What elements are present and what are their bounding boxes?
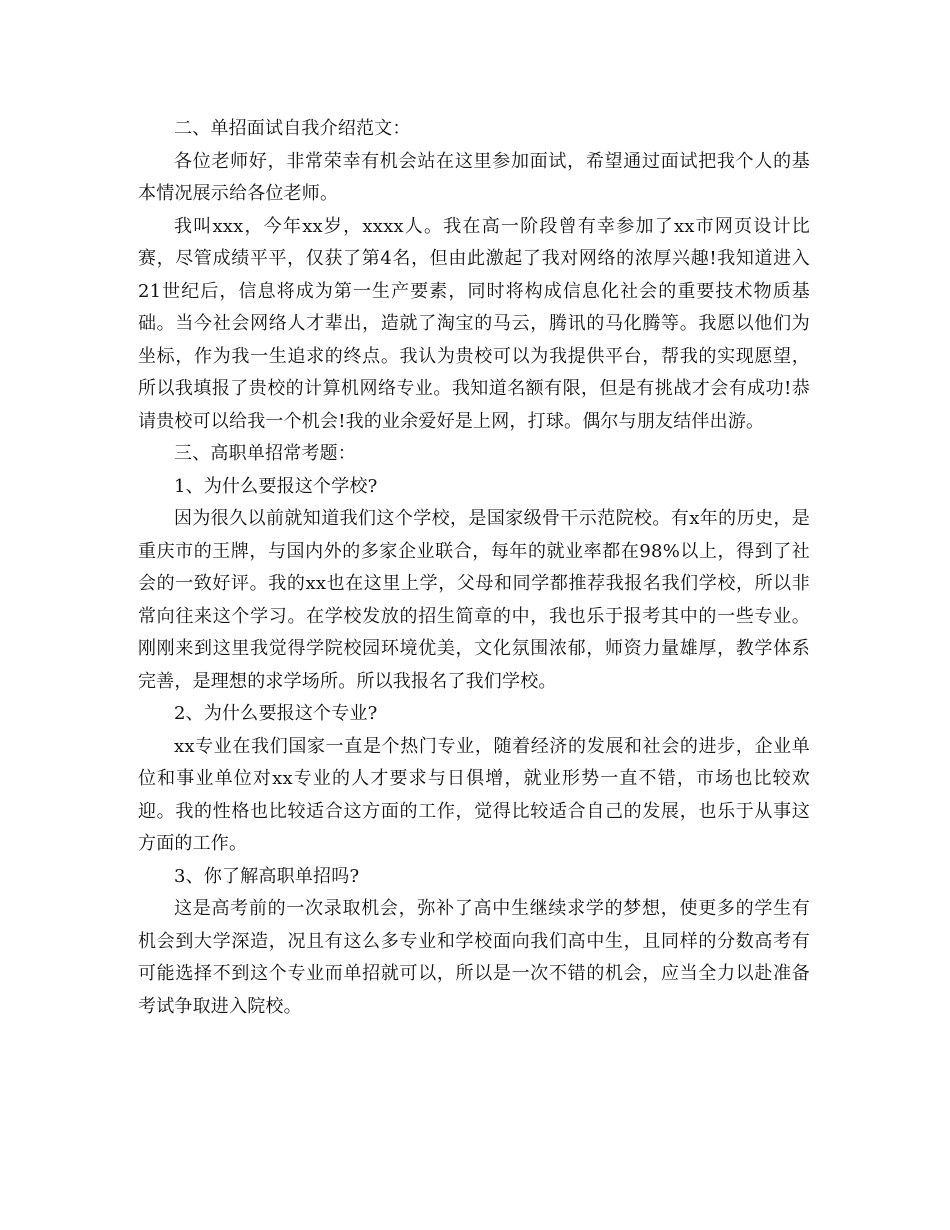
paragraph-greeting: 各位老师好，非常荣幸有机会站在这里参加面试，希望通过面试把我个人的基本情况展示给各位老师。 xyxy=(138,150,810,204)
paragraph-answer-major: xx专业在我们国家一直是个热门专业，随着经济的发展和社会的进步，企业单位和事业单位对xx专业的人才要求与日俱增，就业形势一直不错，市场也比较欢迎。我的性格也比较适合这方面的工作，觉得比较适合自己的发展，也乐于从事这方面的工作。 xyxy=(138,735,810,854)
section-heading-self-intro: 二、单招面试自我介绍范文： xyxy=(174,118,411,139)
question-heading-school: 1、为什么要报这个学校? xyxy=(174,475,378,497)
paragraph-self-intro: 我叫xxx，今年xx岁，xxxx人。我在高一阶段曾有幸参加了xx市网页设计比赛，尽管成绩平平，仅获了第4名，但由此激起了我对网络的浓厚兴趣!我知道进入21世纪后，信息将成为第一生产要素，同时将构成信息化社会的重要技术物质基础。当今社会网络人才辈出，造就了淘宝的马云，腾讯的马化腾等。我愿以他们为坐标，作为我一生追求的终点。我认为贵校可以为我提供平台，帮我的实现愿望，所以我填报了贵校的计算机网络专业。我知道名额有限，但是有挑战才会有成功!恭请贵校可以给我一个机会!我的业余爱好是上网，打球。偶尔与朋友结伴出游。 xyxy=(138,215,810,432)
section-heading-common-questions: 三、高职单招常考题： xyxy=(174,443,356,464)
question-heading-major: 2、为什么要报这个专业? xyxy=(174,703,378,724)
paragraph-answer-school: 因为很久以前就知道我们这个学校，是国家级骨干示范院校。有x年的历史，是重庆市的王牌，与国内外的多家企业联合，每年的就业率都在98%以上，得到了社会的一致好评。我的xx也在这里上学，父母和同学都推荐我报名我们学校，所以非常向往来这个学习。在学校发放的招生简章的中，我也乐于报考其中的一些专业。刚刚来到这里我觉得学院校园环境优美，文化氛围浓郁，师资力量雄厚，教学体系完善，是理想的求学场所。所以我报名了我们学校。 xyxy=(138,508,810,692)
question-heading-admission: 3、你了解高职单招吗? xyxy=(174,865,360,887)
paragraph-answer-admission: 这是高考前的一次录取机会，弥补了高中生继续求学的梦想，使更多的学生有机会到大学深造，况且有这么多专业和学校面向我们高中生，且同样的分数高考有可能选择不到这个专业而单招就可以，所以是一次不错的机会，应当全力以赴准备考试争取进入院校。 xyxy=(138,898,810,1017)
document-body xyxy=(138,113,810,1023)
